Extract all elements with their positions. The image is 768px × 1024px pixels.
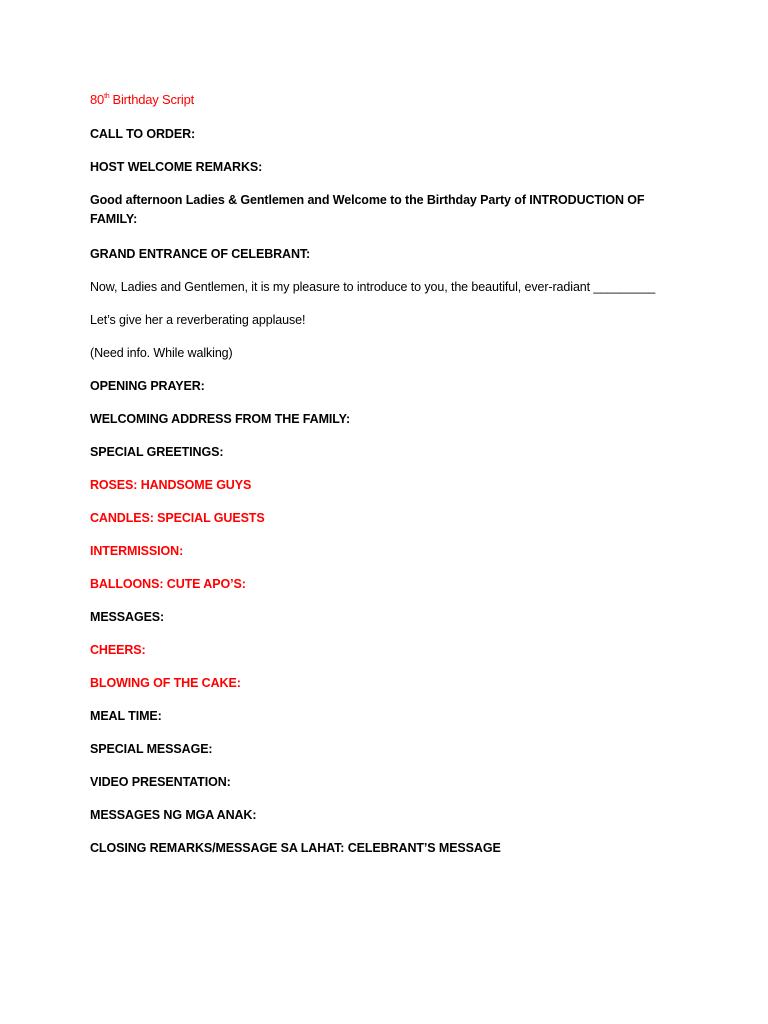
document-title xyxy=(90,92,194,107)
line-welcoming-address: WELCOMING ADDRESS FROM THE FAMILY: xyxy=(90,412,351,426)
line-applause: Let’s give her a reverberating applause! xyxy=(90,313,306,327)
line-special-greetings: SPECIAL GREETINGS: xyxy=(90,445,224,459)
line-host-welcome-remarks: HOST WELCOME REMARKS: xyxy=(90,160,263,174)
line-messages: MESSAGES: xyxy=(90,610,165,624)
line-messages-anak: MESSAGES NG MGA ANAK: xyxy=(90,808,257,822)
line-candles: CANDLES: SPECIAL GUESTS xyxy=(90,511,265,525)
line-closing-remarks: CLOSING REMARKS/MESSAGE SA LAHAT: CELEBRANT’S MESSAGE xyxy=(90,841,501,855)
line-call-to-order: CALL TO ORDER: xyxy=(90,127,196,141)
line-cheers: CHEERS: xyxy=(90,643,146,657)
line-welcome-speech: Good afternoon Ladies & Gentlemen and Welcome to the Birthday Party of INTRODUCTION OF FAMILY: xyxy=(90,193,645,226)
line-special-message: SPECIAL MESSAGE: xyxy=(90,742,213,756)
title-text: Birthday Script xyxy=(112,92,195,107)
line-balloons: BALLOONS: CUTE APO’S: xyxy=(90,577,246,591)
title-ordinal-suffix: th xyxy=(104,92,110,100)
line-roses: ROSES: HANDSOME GUYS xyxy=(90,478,252,492)
line-introduction: Now, Ladies and Gentlemen, it is my pleasure to introduce to you, the beautiful, ever-radiant _________ xyxy=(90,280,656,294)
title-number: 80 xyxy=(90,92,105,107)
line-video-presentation: VIDEO PRESENTATION: xyxy=(90,775,231,789)
line-grand-entrance: GRAND ENTRANCE OF CELEBRANT: xyxy=(90,247,311,261)
line-intermission: INTERMISSION: xyxy=(90,544,184,558)
line-meal-time: MEAL TIME: xyxy=(90,709,162,723)
line-opening-prayer: OPENING PRAYER: xyxy=(90,379,205,393)
line-need-info: (Need info. While walking) xyxy=(90,346,233,360)
line-blowing-cake: BLOWING OF THE CAKE: xyxy=(90,676,241,690)
